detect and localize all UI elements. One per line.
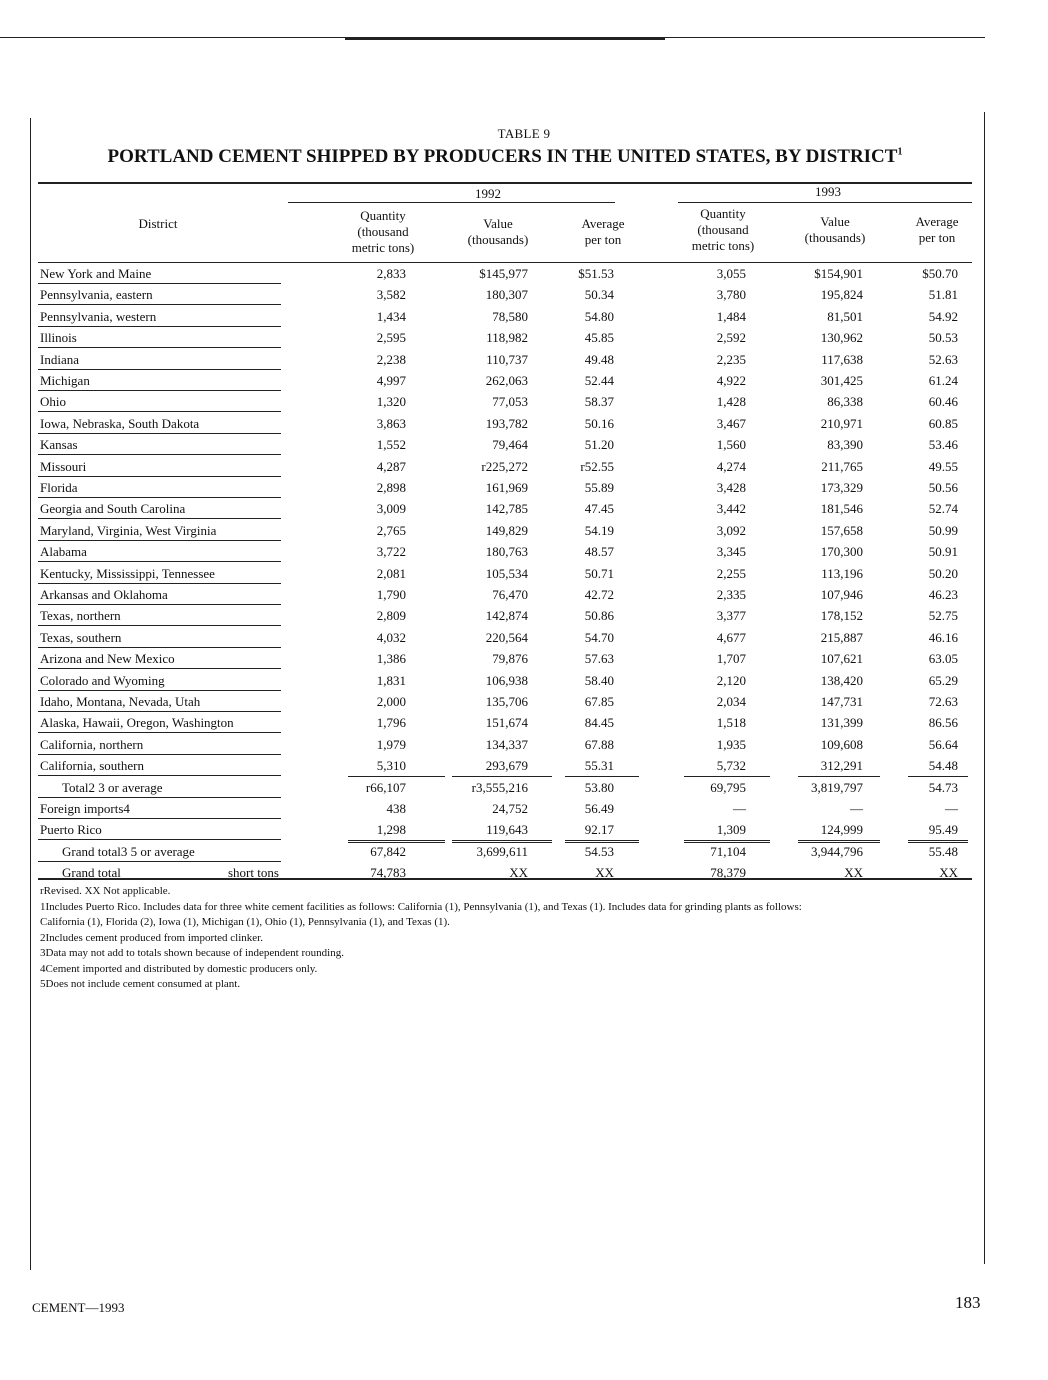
value-cell-v92: 79,876 xyxy=(492,651,528,667)
table-row xyxy=(38,327,972,348)
table-row xyxy=(38,755,972,776)
table-row xyxy=(38,777,972,798)
value-cell-q93: 69,795 xyxy=(710,779,746,795)
value-cell-q93: 3,345 xyxy=(716,544,746,560)
value-cell-v93: 130,962 xyxy=(820,330,863,346)
avg-header-1993: Average per ton xyxy=(915,214,959,245)
district-cell: Indiana xyxy=(40,351,79,367)
value-cell-q92: 2,898 xyxy=(376,480,406,495)
value-cell-a93: 60.85 xyxy=(928,415,958,431)
district-cell: Texas, southern xyxy=(40,629,122,645)
district-cell: Kentucky, Mississippi, Tennessee xyxy=(40,565,215,581)
table-row xyxy=(38,819,972,840)
footnotes xyxy=(40,884,970,993)
value-cell-v93: 107,946 xyxy=(820,587,863,602)
district-cell: Illinois xyxy=(40,330,77,346)
value-cell-v92: 149,829 xyxy=(485,522,528,538)
value-cell-a93: — xyxy=(945,801,958,816)
value-cell-v92: 293,679 xyxy=(485,758,528,774)
value-cell-v92: r225,272 xyxy=(481,458,528,474)
value-cell-a93: 54.73 xyxy=(928,779,958,795)
district-cell: Iowa, Nebraska, South Dakota xyxy=(40,415,200,431)
value-cell-a93: 86.56 xyxy=(928,715,958,731)
table-row xyxy=(38,498,972,519)
value-cell-v93: — xyxy=(850,801,863,816)
value-cell-a92: 50.16 xyxy=(584,415,614,431)
value-cell-q93: 1,428 xyxy=(716,394,746,410)
value-cell-v93: 157,658 xyxy=(820,522,863,538)
value-cell-v92: 119,643 xyxy=(486,822,528,838)
value-cell-q92: 1,298 xyxy=(376,822,406,838)
value-cell-q93: — xyxy=(733,801,746,816)
value-cell-a92: 47.45 xyxy=(584,501,614,517)
sum-rule xyxy=(798,776,880,777)
district-cell: Arkansas and Oklahoma xyxy=(40,587,168,602)
value-cell-q93: 1,560 xyxy=(716,437,746,453)
value-cell-q92: 4,287 xyxy=(376,458,406,474)
qty-header-1993: Quantity (thousand metric tons) xyxy=(691,206,755,253)
value-cell-q93: 3,428 xyxy=(716,480,746,495)
footnote: rRevised. XX Not applicable. xyxy=(40,885,171,897)
value-cell-a93: 50.53 xyxy=(928,330,958,346)
value-cell-v93: 86,338 xyxy=(827,394,863,410)
value-cell-v92: 262,063 xyxy=(485,373,528,388)
value-cell-a93: 52.63 xyxy=(928,351,958,367)
unit-cell: short tons xyxy=(228,865,279,881)
value-cell-v93: 312,291 xyxy=(820,758,863,774)
table-row xyxy=(38,841,972,862)
sum-double-rule xyxy=(798,840,880,843)
value-cell-v93: $154,901 xyxy=(814,266,863,281)
value-cell-q92: 2,000 xyxy=(376,694,406,709)
value-cell-a93: 95.49 xyxy=(928,822,958,838)
sum-double-rule xyxy=(908,840,968,843)
footnote: 4Cement imported and distributed by domestic producers only. xyxy=(40,962,318,975)
table-row xyxy=(38,306,972,327)
table-row xyxy=(38,370,972,391)
footer-title: CEMENT—1993 xyxy=(32,1300,125,1315)
value-cell-q92: 2,809 xyxy=(376,608,406,624)
district-cell: Texas, northern xyxy=(40,608,121,624)
value-cell-v92: 135,706 xyxy=(485,694,528,709)
value-cell-a92: 67.85 xyxy=(584,694,614,709)
value-cell-v93: 301,425 xyxy=(820,373,863,388)
value-cell-a93: 53.46 xyxy=(928,437,958,453)
value-cell-v92: 24,752 xyxy=(492,801,528,816)
value-cell-v93: 81,501 xyxy=(827,308,863,324)
avg-header-1992: Average per ton xyxy=(581,216,625,247)
value-cell-v93: 3,944,796 xyxy=(811,843,863,859)
value-cell-v92: 118,982 xyxy=(486,330,528,346)
value-cell-q93: 1,518 xyxy=(716,715,746,731)
district-cell: Michigan xyxy=(40,373,90,388)
value-cell-q93: 2,235 xyxy=(716,351,746,367)
value-cell-a93: 55.48 xyxy=(928,843,958,859)
district-cell: California, southern xyxy=(40,758,144,774)
district-cell: New York and Maine xyxy=(40,266,152,281)
value-cell-q93: 1,935 xyxy=(716,736,746,752)
value-cell-v93: 138,420 xyxy=(820,672,863,688)
value-cell-v93: 109,608 xyxy=(820,736,863,752)
value-cell-a93: 50.99 xyxy=(928,522,958,538)
value-cell-v93: 170,300 xyxy=(820,544,863,560)
value-cell-v93: 124,999 xyxy=(820,822,863,838)
value-cell-a93: 54.92 xyxy=(928,308,958,324)
district-cell: Missouri xyxy=(40,458,87,474)
footnote: 1Includes Puerto Rico. Includes data for three white cement facilities as follows: California (1), Pennsylvania (1), and Texas (1). Includes data for grinding plants as follows: xyxy=(40,900,802,913)
district-cell: Puerto Rico xyxy=(40,822,102,838)
district-cell: Kansas xyxy=(40,437,78,453)
district-cell: Grand total3 5 or average xyxy=(62,843,195,859)
value-cell-a92: 42.72 xyxy=(584,587,614,602)
value-cell-v93: 3,819,797 xyxy=(811,779,863,795)
value-cell-a92: 45.85 xyxy=(584,330,614,346)
value-cell-a92: 84.45 xyxy=(584,715,614,731)
value-cell-a93: 49.55 xyxy=(928,458,958,474)
value-cell-q92: 3,582 xyxy=(376,287,406,303)
value-cell-a92: 50.86 xyxy=(584,608,614,624)
district-cell: Grand total xyxy=(62,865,121,881)
value-cell-v92: 180,307 xyxy=(485,287,528,303)
qty-header-1992: Quantity (thousand metric tons) xyxy=(351,208,415,255)
table-label: TABLE 9 xyxy=(497,126,551,141)
footnote: 3Data may not add to totals shown because of independent rounding. xyxy=(40,947,344,959)
table-row xyxy=(38,434,972,455)
value-cell-q92: 2,238 xyxy=(376,351,406,367)
value-cell-a93: XX xyxy=(939,865,958,881)
value-cell-a92: 92.17 xyxy=(584,822,614,838)
sum-rule xyxy=(452,776,552,777)
value-cell-a93: 52.74 xyxy=(928,501,958,517)
right-margin-rule xyxy=(984,112,985,1264)
value-cell-a93: $50.70 xyxy=(922,266,958,281)
table-row xyxy=(38,648,972,669)
district-cell: Pennsylvania, eastern xyxy=(40,287,153,303)
district-cell: Georgia and South Carolina xyxy=(40,501,186,517)
value-cell-a93: 51.81 xyxy=(928,287,958,303)
value-cell-v93: 131,399 xyxy=(820,715,863,731)
table-row xyxy=(38,563,972,584)
left-margin-rule xyxy=(30,118,31,1270)
sum-double-rule xyxy=(348,840,445,843)
district-cell: Colorado and Wyoming xyxy=(40,672,165,688)
table-row xyxy=(38,456,972,477)
value-cell-q92: 1,831 xyxy=(376,672,406,688)
value-cell-a93: 61.24 xyxy=(928,373,958,388)
value-cell-v93: 107,621 xyxy=(820,651,863,667)
table-row xyxy=(38,734,972,755)
value-cell-q92: 2,833 xyxy=(376,266,406,281)
value-cell-q92: 1,796 xyxy=(376,715,406,731)
top-rule-thick xyxy=(345,38,665,40)
value-cell-q92: 67,842 xyxy=(370,843,406,859)
value-cell-q92: 4,032 xyxy=(376,629,406,645)
table-row xyxy=(38,670,972,691)
value-cell-a92: 52.44 xyxy=(584,373,614,388)
value-cell-a93: 56.64 xyxy=(928,736,958,752)
year-1993-header: 1993 xyxy=(815,184,841,199)
value-cell-q93: 71,104 xyxy=(710,843,746,859)
table-row xyxy=(38,798,972,819)
value-cell-q92: 5,310 xyxy=(376,758,406,774)
district-cell: Alaska, Hawaii, Oregon, Washington xyxy=(40,715,234,731)
table-row xyxy=(38,391,972,412)
district-cell: Foreign imports4 xyxy=(40,801,130,816)
district-cell: Pennsylvania, western xyxy=(40,308,157,324)
value-cell-q93: 4,274 xyxy=(716,458,746,474)
year1-rule xyxy=(288,202,615,203)
value-cell-q92: 1,979 xyxy=(376,736,406,752)
value-cell-q92: 3,722 xyxy=(376,544,406,560)
value-cell-v92: 134,337 xyxy=(485,736,528,752)
table-row xyxy=(38,541,972,562)
value-cell-v93: 117,638 xyxy=(821,351,863,367)
value-cell-v93: 181,546 xyxy=(820,501,863,517)
value-cell-a92: 55.89 xyxy=(584,480,614,495)
table-row xyxy=(38,349,972,370)
value-cell-q93: 1,707 xyxy=(716,651,746,667)
value-cell-q93: 1,484 xyxy=(716,308,746,324)
value-cell-v92: XX xyxy=(509,865,528,881)
table-row xyxy=(38,862,972,883)
value-cell-v93: 147,731 xyxy=(820,694,863,709)
value-cell-q92: r66,107 xyxy=(365,779,406,795)
value-cell-v92: 220,564 xyxy=(485,629,528,645)
value-cell-v92: r3,555,216 xyxy=(471,779,528,795)
value-cell-q93: 3,092 xyxy=(716,522,746,538)
sum-double-rule xyxy=(684,840,770,843)
district-cell: Florida xyxy=(40,480,78,495)
value-cell-a92: 67.88 xyxy=(584,736,614,752)
table-row xyxy=(38,584,972,605)
sum-double-rule xyxy=(452,840,552,843)
value-cell-a93: 50.20 xyxy=(928,565,958,581)
table-row xyxy=(38,477,972,498)
value-header-1992: Value (thousands) xyxy=(467,216,529,247)
value-cell-q92: 438 xyxy=(386,801,406,816)
value-cell-v92: 78,580 xyxy=(492,308,528,324)
value-cell-q93: 3,377 xyxy=(716,608,746,624)
value-cell-q93: 4,922 xyxy=(716,373,746,388)
value-cell-q93: 2,592 xyxy=(716,330,746,346)
footnote: 5Does not include cement consumed at plant. xyxy=(40,978,241,990)
value-cell-q93: 2,120 xyxy=(716,672,746,688)
value-cell-a92: 58.37 xyxy=(584,394,614,410)
value-cell-q92: 1,434 xyxy=(376,308,406,324)
table-title: PORTLAND CEMENT SHIPPED BY PRODUCERS IN THE UNITED STATES, BY DISTRICT$^1$ xyxy=(107,146,903,167)
value-cell-a92: 54.70 xyxy=(584,629,614,645)
table-row xyxy=(38,712,972,733)
district-cell: Total2 3 or average xyxy=(62,779,163,795)
value-cell-a92: 48.57 xyxy=(584,544,614,560)
value-cell-v93: 195,824 xyxy=(820,287,863,303)
value-cell-v92: 77,053 xyxy=(492,394,528,410)
value-cell-a92: 50.71 xyxy=(584,565,614,581)
value-cell-q93: 78,379 xyxy=(710,865,746,881)
value-cell-q92: 1,386 xyxy=(376,651,406,667)
value-cell-q92: 3,009 xyxy=(376,501,406,517)
value-cell-a93: 50.91 xyxy=(928,544,958,560)
value-cell-v93: 215,887 xyxy=(820,629,863,645)
table-row xyxy=(38,263,972,284)
value-cell-v93: 210,971 xyxy=(820,415,863,431)
year2-rule xyxy=(678,202,972,203)
value-cell-v93: 178,152 xyxy=(820,608,863,624)
value-cell-v92: 105,534 xyxy=(485,565,528,581)
value-cell-a92: 56.49 xyxy=(584,801,614,816)
sum-double-rule xyxy=(565,840,639,843)
district-cell: Arizona and New Mexico xyxy=(40,651,175,667)
value-cell-a92: $51.53 xyxy=(578,266,614,281)
district-cell: Alabama xyxy=(40,544,87,560)
value-cell-v92: 110,737 xyxy=(486,351,528,367)
value-cell-q93: 2,034 xyxy=(716,694,746,709)
value-cell-v92: 180,763 xyxy=(485,544,528,560)
value-cell-v92: 142,785 xyxy=(485,501,528,517)
page-number: 183 xyxy=(955,1293,981,1312)
table-row xyxy=(38,520,972,541)
value-cell-a93: 46.23 xyxy=(928,587,958,602)
value-cell-a93: 52.75 xyxy=(928,608,958,624)
value-cell-q93: 3,780 xyxy=(716,287,746,303)
value-cell-q92: 2,595 xyxy=(376,330,406,346)
value-cell-q92: 74,783 xyxy=(370,865,406,881)
value-cell-a92: 55.31 xyxy=(584,758,614,774)
value-cell-q92: 2,081 xyxy=(376,565,406,581)
table-row xyxy=(38,605,972,626)
value-cell-q93: 5,732 xyxy=(716,758,746,774)
value-cell-v92: $145,977 xyxy=(479,266,528,281)
value-cell-a92: 54.19 xyxy=(584,522,614,538)
value-cell-q92: 1,320 xyxy=(376,394,406,410)
value-cell-v92: 161,969 xyxy=(485,480,528,495)
sum-rule xyxy=(565,776,639,777)
value-cell-a92: 57.63 xyxy=(584,651,614,667)
value-cell-v92: 79,464 xyxy=(492,437,528,453)
value-cell-v93: 83,390 xyxy=(827,437,863,453)
value-cell-a92: 53.80 xyxy=(584,779,614,795)
sum-rule xyxy=(908,776,968,777)
value-cell-v92: 106,938 xyxy=(485,672,528,688)
value-cell-v92: 193,782 xyxy=(485,415,528,431)
value-cell-q93: 1,309 xyxy=(716,822,746,838)
district-cell: Ohio xyxy=(40,394,66,410)
value-cell-q93: 2,255 xyxy=(716,565,746,581)
value-cell-a92: 58.40 xyxy=(584,672,614,688)
value-cell-a92: r52.55 xyxy=(580,458,614,474)
year-1992-header: 1992 xyxy=(475,186,501,201)
value-cell-v92: 76,470 xyxy=(492,587,528,602)
value-cell-a93: 50.56 xyxy=(928,480,958,495)
value-cell-a93: 46.16 xyxy=(928,629,958,645)
value-cell-q93: 2,335 xyxy=(716,587,746,602)
sum-rule xyxy=(684,776,770,777)
value-cell-v92: 142,874 xyxy=(485,608,528,624)
value-cell-a93: 72.63 xyxy=(928,694,958,709)
value-cell-a93: 65.29 xyxy=(928,672,958,688)
value-cell-v93: 211,765 xyxy=(821,458,863,474)
value-cell-q93: 3,055 xyxy=(716,266,746,281)
table-row xyxy=(38,413,972,434)
title-footnote-mark: 1 xyxy=(897,146,903,158)
district-cell: Maryland, Virginia, West Virginia xyxy=(40,522,217,538)
value-cell-v92: 151,674 xyxy=(485,715,528,731)
district-cell: California, northern xyxy=(40,736,144,752)
table-row xyxy=(38,627,972,648)
value-cell-v93: 173,329 xyxy=(820,480,863,495)
value-cell-a93: 63.05 xyxy=(928,651,958,667)
value-cell-v93: 113,196 xyxy=(821,565,863,581)
value-cell-q92: 1,790 xyxy=(376,587,406,602)
district-cell: Idaho, Montana, Nevada, Utah xyxy=(40,694,201,709)
value-cell-q93: 3,442 xyxy=(716,501,746,517)
value-cell-q93: 4,677 xyxy=(716,629,746,645)
value-cell-a93: 60.46 xyxy=(928,394,958,410)
footnote: California (1), Florida (2), Iowa (1), Michigan (1), Ohio (1), Pennsylvania (1), and Texas (1). xyxy=(40,916,450,928)
value-cell-q92: 2,765 xyxy=(376,522,406,538)
value-cell-a93: 54.48 xyxy=(928,758,958,774)
value-header-1993: Value (thousands) xyxy=(804,214,866,245)
value-cell-a92: XX xyxy=(595,865,614,881)
value-cell-v93: XX xyxy=(844,865,863,881)
district-header: District xyxy=(138,216,178,231)
footnote: 2Includes cement produced from imported clinker. xyxy=(40,931,263,944)
value-cell-a92: 49.48 xyxy=(584,351,614,367)
value-cell-a92: 51.20 xyxy=(584,437,614,453)
value-cell-v92: 3,699,611 xyxy=(476,843,528,859)
table-row xyxy=(38,691,972,712)
value-cell-a92: 50.34 xyxy=(584,287,614,303)
value-cell-q93: 3,467 xyxy=(716,415,746,431)
value-cell-q92: 3,863 xyxy=(376,415,406,431)
sum-rule xyxy=(348,776,445,777)
value-cell-q92: 4,997 xyxy=(376,373,406,388)
value-cell-a92: 54.53 xyxy=(584,843,614,859)
value-cell-a92: 54.80 xyxy=(584,308,614,324)
value-cell-q92: 1,552 xyxy=(376,437,406,453)
table-row xyxy=(38,284,972,305)
